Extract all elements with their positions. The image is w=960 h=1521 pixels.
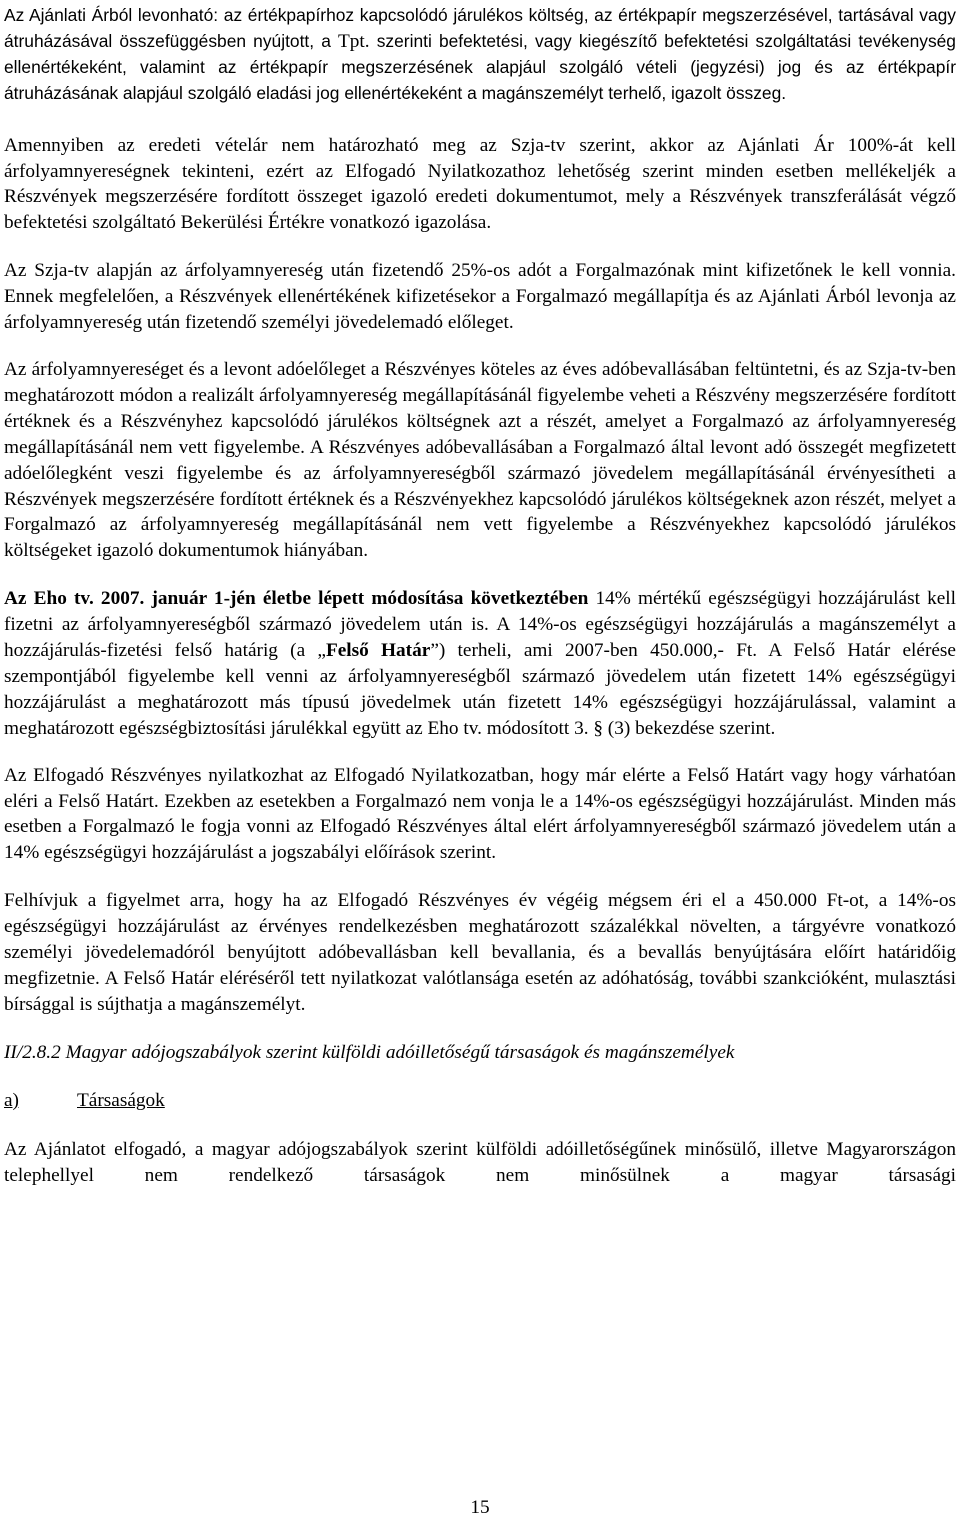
intro-paragraph (4, 0, 956, 107)
paragraph-companies: Az Ajánlatot elfogadó, a magyar adójogszabályok szerint külföldi adóilletőségűnek minősülő, illetve Magyarországon telephellyel nem rendelkező társaságok nem minősülnek a magyar társasági (4, 1138, 956, 1186)
paragraph-tax-return: Az árfolyamnyereséget és a levont adóelőleget a Részvényes köteles az éves adóbevallásában feltüntetni, és az Szja-tv-ben meghatározott módon a realizált árfolyamnyereség megállapításánál figyelembe veheti a Részvény megszerzésére fordított értéknek és a Részvényhez kapcsolódó járulékos költségnek azt a részét, amelyet a Forgalmazó az árfolyamnyereség megállapításánál nem vett figyelembe. A Részvényes adóbevallásában a Forgalmazó által levont adó összegét megfizetett adóelőlegként veszi figyelembe és az árfolyamnyereségből származó jövedelem megállapításánál érvényesítheti a Részvények megszerzésére fordított értéknek és a Részvényekhez kapcsolódó járulékos költségeknek azon részét, melyet a Forgalmazó az árfolyamnyereség megállapításánál nem vett figyelembe a Részvényekhez kapcsolódó járulékos költségeket igazoló dokumentumok hiányában. (4, 358, 956, 562)
document-page (4, 0, 956, 1188)
page-number: 15 (470, 1497, 490, 1518)
paragraph-warning: Felhívjuk a figyelmet arra, hogy ha az Elfogadó Részvényes év végéig mégsem éri el a 450.000 Ft-ot, a 14%-os egészségügyi hozzájárulást az érvényes rendelkezésben meghatározott százalékkal növelten, a tárgyévre vonatkozó személyi jövedelemadóról benyújtott adóbevallásban kell bevallania, és a bevallás benyújtására előírt határidőig megfizetnie. A Felső Határ eléréséről tett nyilatkozat valótlansága esetén az adóhatóság, további szankcióként, mulasztási bírsággal is sújthatja a magánszemélyt. (4, 890, 956, 1015)
subsection-heading (4, 1088, 956, 1114)
subsection-letter: a) (4, 1089, 19, 1111)
intro-text-b: szerinti befektetési, vagy kiegészítő befektetési szolgáltatási tevékenység ellenértékeként, valamint az értékpapír megszerzésének alapjául szolgáló vételi (jegyzési) jog és az értékpapír átruházásának alapjául szolgáló eladási jog ellenértékeként a magánszemélyt terhelő, igazolt összeg. (4, 30, 956, 103)
eho-text-b: ”) terheli, ami 2007-ben 450.000,- Ft. A Felső Határ elérése szempontjából figyelembe kell venni az árfolyamnyereségből származó jövedelem után fizetett 14% egészségügyi hozzájárulást a meghatározott más típusú jövedelmek után fizetett 14% egészségügyi hozzájárulással, valamint a meghatározott egészségbiztosítási járulékkal együtt az Eho tv. módosított 3. § (3) bekezdése szerint. (4, 640, 956, 739)
eho-bold-term: Felső Határ (325, 640, 431, 662)
subsection-title: Társaságok (77, 1089, 165, 1111)
eho-text-a: 14% mértékű egészségügyi hozzájárulást kell fizetni az árfolyamnyereségből származó jövedelem után is. A 14%-os egészségügyi hozzájárulás a magánszemélyt a hozzájárulás-fizetési felső határig (a „ (4, 588, 956, 662)
paragraph-declaration: Az Elfogadó Részvényes nyilatkozhat az Elfogadó Nyilatkozatban, hogy már elérte a Felső Határt vagy hogy várhatóan eléri a Felső Határt. Ezekben az esetekben a Forgalmazó nem vonja le a 14%-os egészségügyi hozzájárulást. Minden más esetben a Forgalmazó le fogja vonni az Elfogadó Részvényes által elért árfolyamnyereségből származó jövedelem után a 14% egészségügyi hozzájárulást a jogszabályi előírások szerint. (4, 764, 956, 864)
eho-bold-lead: Az Eho tv. 2007. január 1-jén életbe lépett módosítása következtében (4, 588, 589, 610)
paragraph-tax-deduction: Az Szja-tv alapján az árfolyamnyereség után fizetendő 25%-os adót a Forgalmazónak mint kifizetőnek le kell vonnia. Ennek megfelelően, a Részvények ellenértékének kifizetésekor a Forgalmazó megállapítja és az Ajánlati Árból levonja az árfolyamnyereség után fizetendő személyi jövedelemadó előleget. (4, 260, 956, 334)
intro-tpt: Tpt. (338, 30, 370, 52)
intro-text-a: Az Ajánlati Árból levonható: az értékpapírhoz kapcsolódó járulékos költség, az értékpapír megszerzésével, tartásával vagy átruházásával összefüggésben nyújtott, a (4, 5, 956, 51)
paragraph-eho (4, 586, 956, 741)
paragraph-original-price: Amennyiben az eredeti vételár nem határozható meg az Szja-tv szerint, akkor az Ajánlati Ár 100%-át kell árfolyamnyereségnek tekinteni, ezért az Elfogadó Nyilatkozathoz lehetőség szerint minden esetben mellékeljék a Részvények megszerzésére fordított összeget igazoló eredeti dokumentumot, mely a Részvények transzferálását végző befektetési szolgáltató Bekerülési Értékre vonatkozó igazolása. (4, 134, 956, 234)
section-title: II/2.8.2 Magyar adójogszabályok szerint külföldi adóilletőségű társaságok és magánszemélyek (4, 1041, 735, 1063)
